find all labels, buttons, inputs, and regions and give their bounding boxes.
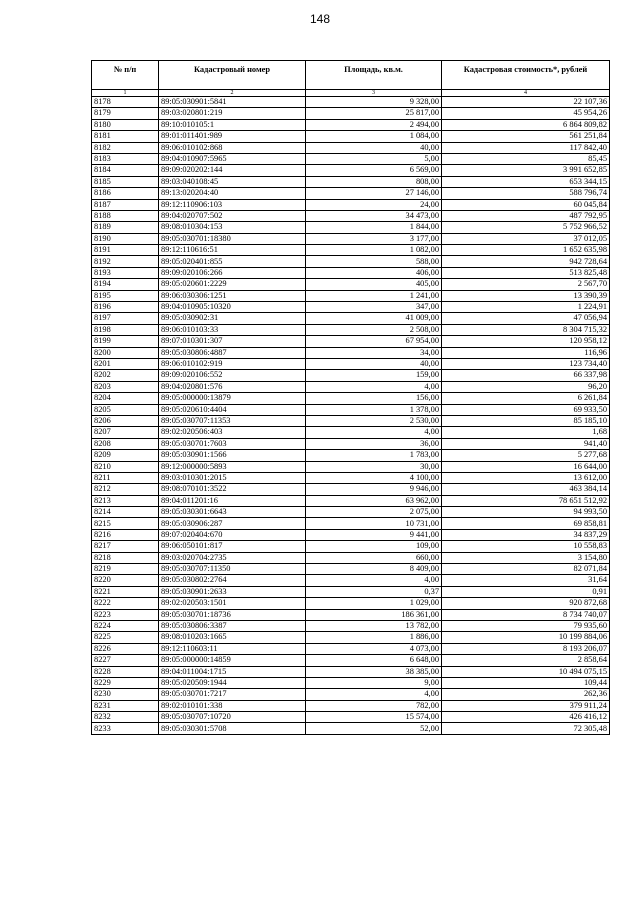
row-index: 8192: [92, 256, 159, 267]
row-cadastral-number: 89:03:010301:2015: [159, 472, 306, 483]
row-area: 405,00: [306, 279, 442, 290]
row-cadastral-number: 89:01:011401:989: [159, 131, 306, 142]
row-index: 8231: [92, 700, 159, 711]
row-area: 1 844,00: [306, 222, 442, 233]
row-cost: 2 858,64: [442, 655, 610, 666]
row-cost: 1 652 635,98: [442, 245, 610, 256]
row-cost: 82 071,84: [442, 564, 610, 575]
row-area: 36,00: [306, 438, 442, 449]
row-index: 8195: [92, 290, 159, 301]
row-cadastral-number: 89:05:020509:1944: [159, 677, 306, 688]
cadastral-table: [91, 60, 610, 735]
table-row: [92, 404, 610, 415]
row-index: 8214: [92, 507, 159, 518]
table-row: [92, 176, 610, 187]
table-row: [92, 108, 610, 119]
row-index: 8232: [92, 712, 159, 723]
row-index: 8213: [92, 495, 159, 506]
row-index: 8181: [92, 131, 159, 142]
row-cadastral-number: 89:10:010105:1: [159, 119, 306, 130]
row-index: 8218: [92, 552, 159, 563]
table-row: [92, 586, 610, 597]
row-cadastral-number: 89:05:020610:4404: [159, 404, 306, 415]
row-cadastral-number: 89:08:010203:1665: [159, 632, 306, 643]
row-area: 34 473,00: [306, 210, 442, 221]
row-cost: 1,68: [442, 427, 610, 438]
row-cost: 37 012,05: [442, 233, 610, 244]
row-cost: 8 734 740,07: [442, 609, 610, 620]
table-row: [92, 609, 610, 620]
row-area: 2 075,00: [306, 507, 442, 518]
row-index: 8226: [92, 643, 159, 654]
row-area: 3 177,00: [306, 233, 442, 244]
table-row: [92, 450, 610, 461]
table-row: [92, 552, 610, 563]
row-area: 52,00: [306, 723, 442, 734]
row-cost: 379 911,24: [442, 700, 610, 711]
row-cost: 10 494 075,15: [442, 666, 610, 677]
table-row: [92, 723, 610, 734]
row-area: 660,00: [306, 552, 442, 563]
table-row: [92, 598, 610, 609]
row-index: 8186: [92, 188, 159, 199]
row-cost: 34 837,29: [442, 529, 610, 540]
row-index: 8185: [92, 176, 159, 187]
row-cost: 653 344,15: [442, 176, 610, 187]
table-row: [92, 529, 610, 540]
table-row: [92, 97, 610, 108]
row-cadastral-number: 89:09:020106:266: [159, 267, 306, 278]
row-index: 8178: [92, 97, 159, 108]
row-cost: 10 199 884,06: [442, 632, 610, 643]
row-cadastral-number: 89:08:010304:153: [159, 222, 306, 233]
row-area: 9 946,00: [306, 484, 442, 495]
row-index: 8208: [92, 438, 159, 449]
row-cadastral-number: 89:05:030701:7603: [159, 438, 306, 449]
row-area: 2 508,00: [306, 324, 442, 335]
row-index: 8191: [92, 245, 159, 256]
table-row: [92, 165, 610, 176]
row-cadastral-number: 89:04:020707:502: [159, 210, 306, 221]
row-index: 8200: [92, 347, 159, 358]
row-cadastral-number: 89:02:020503:1501: [159, 598, 306, 609]
row-index: 8210: [92, 461, 159, 472]
row-area: 782,00: [306, 700, 442, 711]
table-row: [92, 347, 610, 358]
table-row: [92, 188, 610, 199]
row-area: 0,37: [306, 586, 442, 597]
row-index: 8233: [92, 723, 159, 734]
row-cadastral-number: 89:12:000000:5893: [159, 461, 306, 472]
row-cadastral-number: 89:04:011201:16: [159, 495, 306, 506]
table-row: [92, 324, 610, 335]
table-row: [92, 279, 610, 290]
row-index: 8199: [92, 336, 159, 347]
row-cadastral-number: 89:06:010103:33: [159, 324, 306, 335]
row-area: 10 731,00: [306, 518, 442, 529]
table-row: [92, 495, 610, 506]
table-row: [92, 438, 610, 449]
table-row: [92, 153, 610, 164]
row-area: 2 530,00: [306, 415, 442, 426]
row-index: 8203: [92, 381, 159, 392]
column-number-row: [92, 90, 610, 97]
row-cadastral-number: 89:03:020704:2735: [159, 552, 306, 563]
row-cadastral-number: 89:05:030707:11350: [159, 564, 306, 575]
table-row: [92, 358, 610, 369]
row-area: 63 962,00: [306, 495, 442, 506]
row-cost: 94 993,50: [442, 507, 610, 518]
row-cadastral-number: 89:06:050101:817: [159, 541, 306, 552]
row-cost: 5 752 966,52: [442, 222, 610, 233]
row-area: 4,00: [306, 575, 442, 586]
row-cost: 2 567,70: [442, 279, 610, 290]
row-cost: 561 251,84: [442, 131, 610, 142]
row-cadastral-number: 89:05:000000:14859: [159, 655, 306, 666]
row-cadastral-number: 89:12:110616:51: [159, 245, 306, 256]
row-cadastral-number: 89:05:030701:18736: [159, 609, 306, 620]
row-cadastral-number: 89:05:020601:2229: [159, 279, 306, 290]
row-index: 8212: [92, 484, 159, 495]
row-cost: 117 842,40: [442, 142, 610, 153]
row-area: 4,00: [306, 427, 442, 438]
row-cost: 13 612,00: [442, 472, 610, 483]
row-cost: 5 277,68: [442, 450, 610, 461]
row-cadastral-number: 89:05:030707:11353: [159, 415, 306, 426]
row-area: 4 073,00: [306, 643, 442, 654]
table-row: [92, 119, 610, 130]
table-row: [92, 575, 610, 586]
row-cadastral-number: 89:06:010102:868: [159, 142, 306, 153]
row-area: 40,00: [306, 142, 442, 153]
row-index: 8209: [92, 450, 159, 461]
row-area: 1 084,00: [306, 131, 442, 142]
row-cadastral-number: 89:12:110906:103: [159, 199, 306, 210]
row-cost: 31,64: [442, 575, 610, 586]
row-index: 8201: [92, 358, 159, 369]
table-row: [92, 199, 610, 210]
row-area: 9 328,00: [306, 97, 442, 108]
row-cost: 6 864 809,82: [442, 119, 610, 130]
row-index: 8198: [92, 324, 159, 335]
row-cadastral-number: 89:12:110603:11: [159, 643, 306, 654]
row-area: 2 494,00: [306, 119, 442, 130]
row-cost: 22 107,36: [442, 97, 610, 108]
table-row: [92, 381, 610, 392]
table-row: [92, 131, 610, 142]
row-index: 8194: [92, 279, 159, 290]
row-area: 25 817,00: [306, 108, 442, 119]
row-cost: 487 792,95: [442, 210, 610, 221]
row-area: 156,00: [306, 393, 442, 404]
row-index: 8190: [92, 233, 159, 244]
row-index: 8193: [92, 267, 159, 278]
row-cadastral-number: 89:05:030802:2764: [159, 575, 306, 586]
row-cadastral-number: 89:05:030901:2633: [159, 586, 306, 597]
row-cadastral-number: 89:08:070101:3522: [159, 484, 306, 495]
row-cost: 72 305,48: [442, 723, 610, 734]
row-cadastral-number: 89:05:030906:287: [159, 518, 306, 529]
row-index: 8216: [92, 529, 159, 540]
table-row: [92, 541, 610, 552]
table-row: [92, 245, 610, 256]
row-index: 8189: [92, 222, 159, 233]
table-row: [92, 620, 610, 631]
row-area: 4,00: [306, 689, 442, 700]
table-row: [92, 233, 610, 244]
row-area: 27 146,00: [306, 188, 442, 199]
row-cadastral-number: 89:05:030901:1566: [159, 450, 306, 461]
row-cost: 116,96: [442, 347, 610, 358]
row-area: 15 574,00: [306, 712, 442, 723]
row-cost: 69 933,50: [442, 404, 610, 415]
table-row: [92, 689, 610, 700]
row-cadastral-number: 89:05:030701:7217: [159, 689, 306, 700]
row-cost: 79 935,60: [442, 620, 610, 631]
row-area: 1 783,00: [306, 450, 442, 461]
row-cadastral-number: 89:05:020401:855: [159, 256, 306, 267]
row-index: 8223: [92, 609, 159, 620]
row-index: 8196: [92, 302, 159, 313]
table-row: [92, 267, 610, 278]
table-row: [92, 256, 610, 267]
row-cadastral-number: 89:04:011004:1715: [159, 666, 306, 677]
row-cadastral-number: 89:05:030301:5708: [159, 723, 306, 734]
row-index: 8188: [92, 210, 159, 221]
row-index: 8206: [92, 415, 159, 426]
row-cost: 262,36: [442, 689, 610, 700]
row-cadastral-number: 89:03:040108:45: [159, 176, 306, 187]
column-number: 4: [442, 90, 610, 97]
table-row: [92, 643, 610, 654]
page-number: 148: [309, 12, 331, 26]
row-cost: 3 154,80: [442, 552, 610, 563]
row-area: 1 886,00: [306, 632, 442, 643]
row-cadastral-number: 89:05:030806:3387: [159, 620, 306, 631]
row-index: 8180: [92, 119, 159, 130]
row-cost: 941,40: [442, 438, 610, 449]
row-index: 8225: [92, 632, 159, 643]
table-row: [92, 290, 610, 301]
row-area: 4,00: [306, 381, 442, 392]
table-row: [92, 472, 610, 483]
row-area: 30,00: [306, 461, 442, 472]
row-area: 38 385,00: [306, 666, 442, 677]
row-index: 8183: [92, 153, 159, 164]
row-cadastral-number: 89:04:010905:10320: [159, 302, 306, 313]
row-cadastral-number: 89:04:010907:5965: [159, 153, 306, 164]
row-cost: 513 825,48: [442, 267, 610, 278]
row-area: 1 241,00: [306, 290, 442, 301]
row-cost: 85,45: [442, 153, 610, 164]
row-index: 8202: [92, 370, 159, 381]
table-row: [92, 518, 610, 529]
row-index: 8222: [92, 598, 159, 609]
row-index: 8182: [92, 142, 159, 153]
row-index: 8205: [92, 404, 159, 415]
row-index: 8219: [92, 564, 159, 575]
row-cadastral-number: 89:05:030902:31: [159, 313, 306, 324]
table-row: [92, 700, 610, 711]
row-area: 1 029,00: [306, 598, 442, 609]
row-area: 8 409,00: [306, 564, 442, 575]
table-row: [92, 564, 610, 575]
table-body: [92, 97, 610, 735]
table-row: [92, 302, 610, 313]
row-cost: 120 958,12: [442, 336, 610, 347]
table-row: [92, 632, 610, 643]
row-area: 1 378,00: [306, 404, 442, 415]
row-area: 9 441,00: [306, 529, 442, 540]
row-index: 8227: [92, 655, 159, 666]
row-area: 588,00: [306, 256, 442, 267]
row-cost: 13 390,39: [442, 290, 610, 301]
row-area: 347,00: [306, 302, 442, 313]
row-cost: 6 261,84: [442, 393, 610, 404]
row-index: 8187: [92, 199, 159, 210]
row-area: 67 954,00: [306, 336, 442, 347]
row-area: 5,00: [306, 153, 442, 164]
row-index: 8224: [92, 620, 159, 631]
column-number: 2: [159, 90, 306, 97]
row-cadastral-number: 89:05:030707:10720: [159, 712, 306, 723]
table-row: [92, 655, 610, 666]
row-area: 41 009,00: [306, 313, 442, 324]
row-index: 8217: [92, 541, 159, 552]
row-cost: 47 056,94: [442, 313, 610, 324]
column-number: 3: [306, 90, 442, 97]
table-row: [92, 415, 610, 426]
row-index: 8230: [92, 689, 159, 700]
row-index: 8197: [92, 313, 159, 324]
row-cost: 463 384,14: [442, 484, 610, 495]
table-header-row: [92, 61, 610, 90]
row-cost: 8 193 206,07: [442, 643, 610, 654]
row-area: 109,00: [306, 541, 442, 552]
row-cost: 920 872,68: [442, 598, 610, 609]
row-cost: 60 045,84: [442, 199, 610, 210]
table-row: [92, 712, 610, 723]
row-index: 8228: [92, 666, 159, 677]
table-row: [92, 210, 610, 221]
table-row: [92, 142, 610, 153]
row-area: 9,00: [306, 677, 442, 688]
row-cadastral-number: 89:07:010301:307: [159, 336, 306, 347]
row-cadastral-number: 89:05:030301:6643: [159, 507, 306, 518]
row-cadastral-number: 89:06:030306:1251: [159, 290, 306, 301]
table-row: [92, 507, 610, 518]
row-cost: 96,20: [442, 381, 610, 392]
row-index: 8211: [92, 472, 159, 483]
column-number: 1: [92, 90, 159, 97]
header-index: № п/п: [92, 61, 159, 90]
row-area: 4 100,00: [306, 472, 442, 483]
row-cadastral-number: 89:07:020404:670: [159, 529, 306, 540]
row-cost: 85 185,10: [442, 415, 610, 426]
header-area: Площадь, кв.м.: [306, 61, 442, 90]
row-area: 186 361,00: [306, 609, 442, 620]
header-cost: Кадастровая стоимость*, рублей: [442, 61, 610, 90]
row-cadastral-number: 89:09:020106:552: [159, 370, 306, 381]
row-index: 8229: [92, 677, 159, 688]
row-cadastral-number: 89:05:000000:13879: [159, 393, 306, 404]
row-cadastral-number: 89:13:020204:40: [159, 188, 306, 199]
row-cost: 588 796,74: [442, 188, 610, 199]
row-cadastral-number: 89:09:020202:144: [159, 165, 306, 176]
row-cadastral-number: 89:05:030806:4887: [159, 347, 306, 358]
table-row: [92, 313, 610, 324]
row-index: 8204: [92, 393, 159, 404]
row-index: 8184: [92, 165, 159, 176]
row-area: 24,00: [306, 199, 442, 210]
row-area: 40,00: [306, 358, 442, 369]
row-cost: 109,44: [442, 677, 610, 688]
row-index: 8179: [92, 108, 159, 119]
row-cadastral-number: 89:04:020801:576: [159, 381, 306, 392]
row-area: 13 782,00: [306, 620, 442, 631]
row-index: 8220: [92, 575, 159, 586]
row-cost: 3 991 652,85: [442, 165, 610, 176]
row-cost: 66 337,98: [442, 370, 610, 381]
row-index: 8207: [92, 427, 159, 438]
row-cost: 942 728,64: [442, 256, 610, 267]
table-row: [92, 336, 610, 347]
row-cost: 0,91: [442, 586, 610, 597]
row-cost: 69 858,81: [442, 518, 610, 529]
row-cost: 16 644,00: [442, 461, 610, 472]
row-cost: 78 651 512,92: [442, 495, 610, 506]
row-index: 8221: [92, 586, 159, 597]
table-row: [92, 427, 610, 438]
row-cadastral-number: 89:02:010101:338: [159, 700, 306, 711]
row-cadastral-number: 89:05:030701:18380: [159, 233, 306, 244]
row-cadastral-number: 89:06:010102:919: [159, 358, 306, 369]
table-row: [92, 666, 610, 677]
row-cadastral-number: 89:03:020801:219: [159, 108, 306, 119]
row-cadastral-number: 89:02:020506:403: [159, 427, 306, 438]
table-row: [92, 461, 610, 472]
table-row: [92, 370, 610, 381]
row-cost: 10 558,83: [442, 541, 610, 552]
header-cadastral-number: Кадастровый номер: [159, 61, 306, 90]
row-index: 8215: [92, 518, 159, 529]
row-area: 159,00: [306, 370, 442, 381]
row-cost: 1 224,91: [442, 302, 610, 313]
row-area: 406,00: [306, 267, 442, 278]
row-cost: 426 416,12: [442, 712, 610, 723]
table-row: [92, 222, 610, 233]
row-cost: 45 954,26: [442, 108, 610, 119]
row-cadastral-number: 89:05:030901:5841: [159, 97, 306, 108]
row-area: 808,00: [306, 176, 442, 187]
row-area: 34,00: [306, 347, 442, 358]
table-row: [92, 484, 610, 495]
row-area: 6 569,00: [306, 165, 442, 176]
row-cost: 123 734,40: [442, 358, 610, 369]
row-area: 6 648,00: [306, 655, 442, 666]
row-area: 1 082,00: [306, 245, 442, 256]
row-cost: 8 304 715,32: [442, 324, 610, 335]
table-row: [92, 393, 610, 404]
table-row: [92, 677, 610, 688]
